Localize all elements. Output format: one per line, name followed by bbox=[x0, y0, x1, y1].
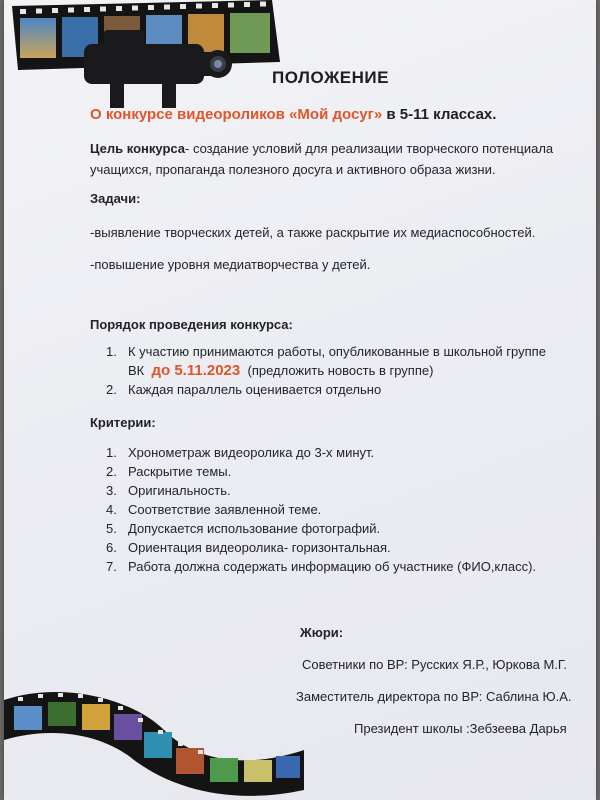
document-title: ПОЛОЖЕНИЕ bbox=[272, 68, 389, 87]
tasks-heading: Задачи: bbox=[90, 191, 141, 206]
list-item: 2. Раскрытие темы. bbox=[106, 464, 232, 479]
goal-text-line1: - создание условий для реализации творческого потенциала bbox=[185, 141, 554, 156]
criteria-list bbox=[106, 443, 537, 576]
goal-label: Цель конкурса bbox=[90, 141, 185, 156]
list-item: 7. Работа должна содержать информацию об участнике (ФИО,класс). bbox=[106, 559, 537, 574]
subtitle-grades: в 5-11 классах. bbox=[386, 106, 497, 123]
jury-school-president: Президент школы :Зебзеева Дарья bbox=[354, 721, 567, 736]
subtitle-contest-name: О конкурсе видеороликов «Мой досуг» bbox=[90, 106, 383, 123]
criteria-heading: Критерии: bbox=[90, 415, 156, 430]
curving-film-strip-illustration bbox=[4, 680, 304, 800]
document-subtitle bbox=[90, 106, 496, 123]
list-item: 6. Ориентация видеоролика- горизонтальная. bbox=[106, 540, 391, 555]
jury-heading: Жюри: bbox=[300, 625, 344, 640]
task-item-2: -повышение уровня медиатворчества у детей. bbox=[90, 257, 371, 272]
list-item: 5. Допускается использование фотографий. bbox=[106, 521, 381, 536]
document-sheet bbox=[4, 0, 596, 800]
goal-paragraph bbox=[90, 138, 553, 180]
list-item: 2. Каждая параллель оценивается отдельно bbox=[106, 382, 382, 397]
procedure-heading: Порядок проведения конкурса: bbox=[90, 317, 293, 332]
task-item-1: -выявление творческих детей, а также раскрытие их медиаспособностей. bbox=[90, 225, 536, 240]
film-strip-camera-illustration bbox=[12, 0, 282, 108]
goal-text-line2: учащихся, пропаганда полезного досуга и активного образа жизни. bbox=[90, 162, 496, 177]
list-item: 1. Хронометраж видеоролика до 3-х минут. bbox=[106, 445, 375, 460]
deadline-date: до 5.11.2023 bbox=[151, 362, 241, 379]
procedure-list bbox=[106, 342, 546, 399]
list-item: 3. Оригинальность. bbox=[106, 483, 231, 498]
list-item: 1. К участию принимаются работы, опубликованные в школьной группе ВК до 5.11.2023 (предложить новость в группе) bbox=[106, 344, 546, 379]
list-item: 4. Соответствие заявленной теме. bbox=[106, 502, 322, 517]
jury-advisors: Советники по ВР: Русских Я.Р., Юркова М.Г. bbox=[302, 657, 567, 672]
jury-deputy-director: Заместитель директора по ВР: Саблина Ю.А. bbox=[296, 689, 572, 704]
